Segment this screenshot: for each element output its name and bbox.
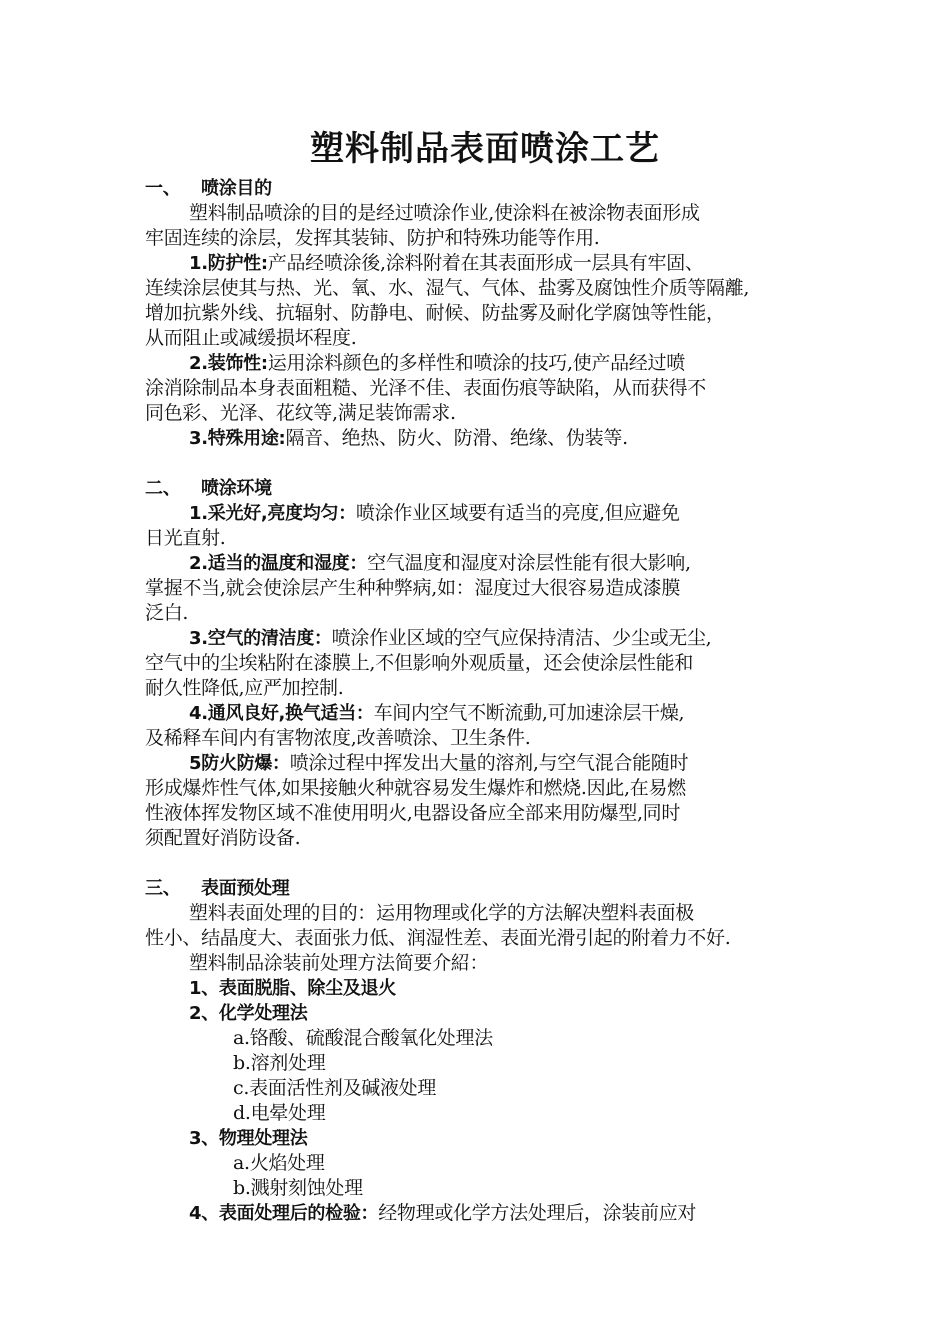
spacer bbox=[145, 851, 815, 876]
paragraph-line bbox=[145, 251, 815, 276]
method-heading: 3、物理处理法 bbox=[189, 1128, 308, 1149]
paragraph-line: 耐久性降低,应严加控制. bbox=[145, 677, 344, 699]
paragraph-line: 形成爆炸性气体,如果接触火种就容易发生爆炸和燃烧.因此,在易燃 bbox=[145, 777, 686, 799]
item-label: 1.防护性: bbox=[189, 253, 268, 274]
paragraph-line: 塑料制品喷涂的目的是经过喷涂作业,使涂料在被涂物表面形成 bbox=[189, 202, 700, 224]
method-heading: 2、化学处理法 bbox=[189, 1003, 308, 1024]
paragraph-line: 性小、结晶度大、表面张力低、润湿性差、表面光滑引起的附着力不好. bbox=[145, 927, 731, 949]
paragraph-line: 连续涂层使其与热、光、氧、水、湿气、气体、盐雾及腐蚀性介质等隔離, bbox=[145, 277, 750, 299]
item-label: 4、表面处理后的检验： bbox=[189, 1203, 379, 1224]
paragraph-line: 及稀释车间内有害物浓度,改善喷涂、卫生条件. bbox=[145, 727, 531, 749]
item-label: 3.空气的清洁度： bbox=[189, 628, 332, 649]
paragraph-line: 塑料表面处理的目的：运用物理或化学的方法解决塑料表面极 bbox=[189, 902, 694, 924]
paragraph-line: 掌握不当,就会使涂层产生种种弊病,如：湿度过大很容易造成漆膜 bbox=[145, 577, 681, 599]
section-heading-2 bbox=[145, 476, 815, 501]
paragraph-line bbox=[145, 551, 815, 576]
item-text: 喷涂作业区域要有适当的亮度,但应避免 bbox=[355, 502, 680, 524]
list-item: a.铬酸、硫酸混合酸氧化处理法 bbox=[233, 1027, 493, 1049]
item-text: 运用涂料颜色的多样性和喷涂的技巧,使产品经过喷 bbox=[267, 352, 685, 374]
list-item: a.火焰处理 bbox=[233, 1152, 325, 1174]
paragraph-line bbox=[145, 351, 815, 376]
paragraph-line: 牢固连续的涂层，发挥其装铈、防护和特殊功能等作用. bbox=[145, 227, 600, 249]
paragraph-line: 须配置好消防设备. bbox=[145, 827, 301, 849]
paragraph-line bbox=[145, 426, 815, 451]
item-label: 2.适当的温度和湿度： bbox=[189, 553, 368, 574]
spacer bbox=[145, 451, 815, 476]
item-text: 喷涂过程中挥发出大量的溶剂,与空气混合能随时 bbox=[289, 752, 689, 774]
paragraph-line bbox=[145, 1201, 815, 1226]
section-heading-1 bbox=[145, 176, 815, 201]
item-text: 产品经喷涂後,涂料附着在其表面形成一层具有牢固、 bbox=[267, 252, 704, 274]
section-title: 喷涂环境 bbox=[201, 478, 272, 499]
section-number: 一、 bbox=[145, 178, 181, 199]
item-label: 1.采光好,亮度均匀： bbox=[189, 503, 356, 524]
item-label: 3.特殊用途: bbox=[189, 428, 286, 449]
paragraph-line: 性液体挥发物区域不准使用明火,电器设备应全部来用防爆型,同时 bbox=[145, 802, 681, 824]
item-text: 空气温度和湿度对涂层性能有很大影响, bbox=[367, 552, 691, 574]
paragraph-line: 日光直射. bbox=[145, 527, 226, 549]
list-item: b.溅射刻蚀处理 bbox=[233, 1177, 363, 1199]
paragraph-line: 增加抗紫外线、抗辐射、防静电、耐候、防盐雾及耐化学腐蚀等性能， bbox=[145, 302, 725, 324]
section-number: 三、 bbox=[145, 878, 181, 899]
paragraph-line bbox=[145, 701, 815, 726]
paragraph-line: 泛白. bbox=[145, 602, 189, 624]
list-item: b.溶剂处理 bbox=[233, 1052, 326, 1074]
paragraph-line bbox=[145, 626, 815, 651]
item-label: 2.装饰性: bbox=[189, 353, 268, 374]
paragraph-line: 塑料制品涂装前处理方法简要介紹： bbox=[189, 952, 489, 974]
list-item: d.电晕处理 bbox=[233, 1102, 326, 1124]
item-text: 车间内空气不断流動,可加速涂层干燥, bbox=[373, 702, 685, 724]
paragraph-line: 空气中的尘埃粘附在漆膜上,不但影响外观质量，还会使涂层性能和 bbox=[145, 652, 694, 674]
item-text: 经物理或化学方法处理后，涂装前应对 bbox=[378, 1202, 697, 1224]
document-title: 塑料制品表面喷涂工艺 bbox=[310, 129, 660, 169]
item-label: 4.通风良好,换气适当： bbox=[189, 703, 374, 724]
item-label: 5防火防爆： bbox=[189, 753, 290, 774]
section-number: 二、 bbox=[145, 478, 181, 499]
item-text: 隔音、绝热、防火、防滑、绝缘、伪装等. bbox=[285, 427, 628, 449]
paragraph-line: 同色彩、光泽、花纹等,满足装饰需求. bbox=[145, 402, 456, 424]
paragraph-line bbox=[145, 751, 815, 776]
section-title: 喷涂目的 bbox=[201, 178, 272, 199]
method-heading: 1、表面脱脂、除尘及退火 bbox=[189, 978, 396, 999]
document-page bbox=[145, 124, 815, 1226]
list-item: c.表面活性剂及碱液处理 bbox=[233, 1077, 437, 1099]
section-title: 表面预处理 bbox=[201, 878, 290, 899]
item-text: 喷涂作业区域的空气应保持清洁、少尘或无尘, bbox=[331, 627, 712, 649]
paragraph-line: 涂消除制品本身表面粗糙、光泽不佳、表面伤痕等缺陷，从而获得不 bbox=[145, 377, 707, 399]
paragraph-line bbox=[145, 501, 815, 526]
section-heading-3 bbox=[145, 876, 815, 901]
paragraph-line: 从而阻止或减缓损坏程度. bbox=[145, 327, 357, 349]
